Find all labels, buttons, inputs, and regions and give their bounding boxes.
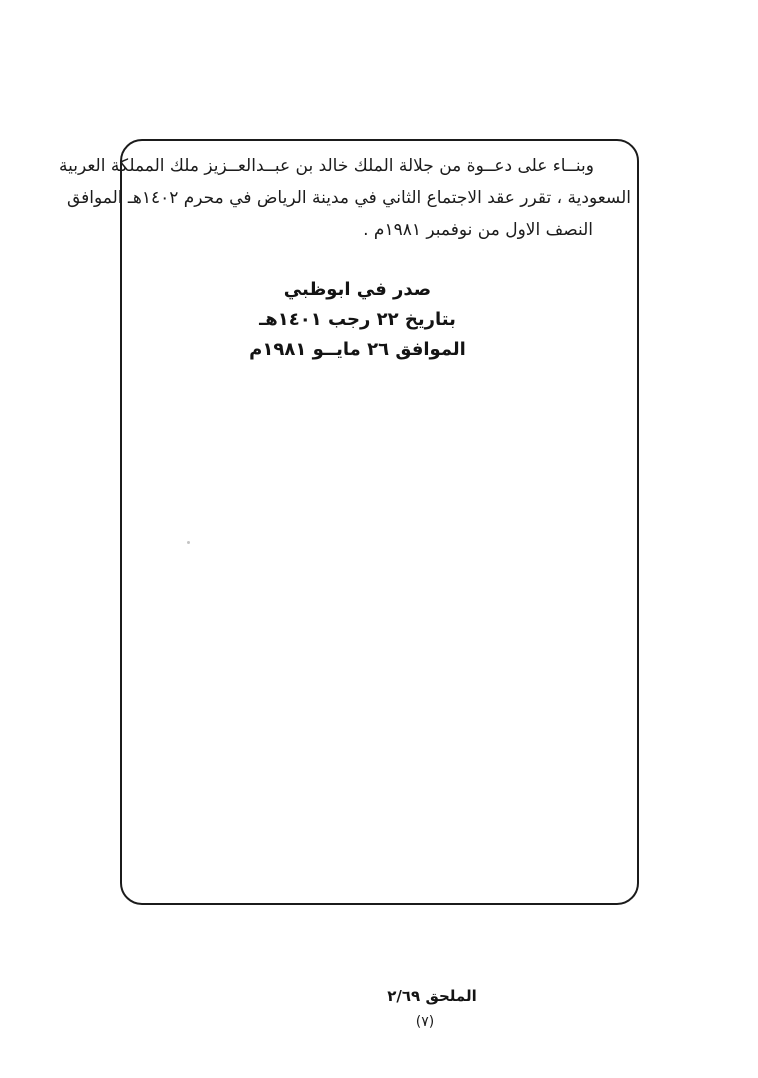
document-border-frame (58, 139, 639, 905)
paragraph-line-2: السعودية ، تقرر عقد الاجتماع الثاني في مدينة الرياض في محرم ١٤٠٢هـ الموافق (66, 188, 631, 208)
scan-artifact-dot (187, 541, 190, 544)
issuance-block (245, 275, 470, 365)
opening-paragraph (58, 150, 631, 246)
gregorian-date-line: الموافق ٢٦ مايــو ١٩٨١م (249, 339, 466, 360)
paragraph-line-1: وبنــاء على دعــوة من جلالة الملك خالد بن عبــدالعــزيز ملك المملكة العربية (58, 156, 594, 176)
annex-label: الملحق ٢/٦٩ (387, 987, 477, 1005)
issued-at-line: صدر في ابوظبي (283, 279, 432, 300)
paragraph-line-3: النصف الاول من نوفمبر ١٩٨١م . (363, 220, 593, 240)
hijri-date-line: بتاريخ ٢٢ رجب ١٤٠١هـ (259, 309, 456, 330)
page-number: (٧) (415, 1014, 435, 1030)
